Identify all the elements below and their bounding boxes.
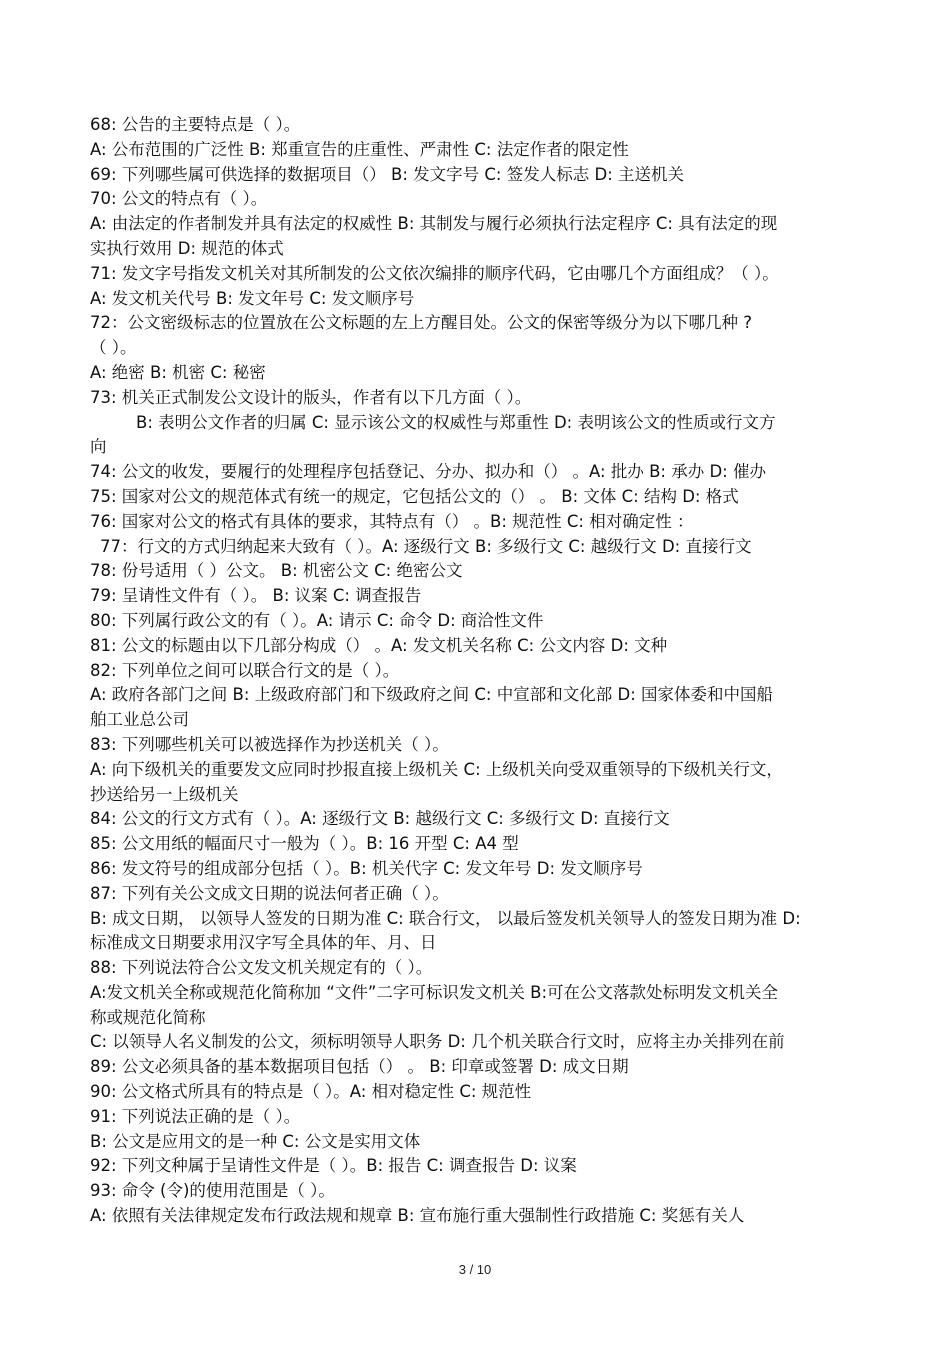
text-line: 88: 下列说法符合公文发文机关规定有的（ ）。 [90,958,433,978]
text-line: 72：公文密级标志的位置放在公文标题的左上方醒目处。公文的保密等级分为以下哪几种 ? [90,313,752,333]
page-number: 3 / 10 [458,1262,492,1277]
text-line: 86: 发文符号的组成部分包括（ ）。B: 机关代字 C: 发文年号 D: 发文顺序号 [90,858,643,878]
text-line: 73: 机关正式制发公文设计的版头，作者有以下几方面（ ）。 [90,387,532,407]
text-line: 77：行文的方式归纳起来大致有（ ）。A: 逐级行文 B: 多级行文 C: 越级行文 D: 直接行文 [100,536,752,556]
text-line: 81: 公文的标题由以下几部分构成（） 。A: 发文机关名称 C: 公文内容 D: 文种 [90,635,668,655]
text-line: 76: 国家对公文的格式有具体的要求，其特点有（） 。B: 规范性 C: 相对确定性 ： [90,511,694,531]
text-line: 71: 发文字号指发文机关对其所制发的公文依次编排的顺序代码，它由哪几个方面组成？（ ）。 [90,263,779,283]
text-line: B: 表明公文作者的归属 C: 显示该公文的权威性与郑重性 D: 表明该公文的性质或行文方 [136,412,776,432]
text-line: 79: 呈请性文件有（ ）。 B: 议案 C: 调查报告 [90,586,422,606]
text-line: 87: 下列有关公文成文日期的说法何者正确（ ）。 [90,883,449,903]
text-line: A:发文机关全称或规范化简称加 “文件”二字可标识发文机关 B:可在公文落款处标明发文机关全 [90,982,779,1002]
text-line: 90: 公文格式所具有的特点是（ ）。A: 相对稳定性 C: 规范性 [90,1082,532,1102]
text-line: A: 绝密 B: 机密 C: 秘密 [90,362,266,382]
text-line: 69: 下列哪些属可供选择的数据项目（） B: 发文字号 C: 签发人标志 D: 主送机关 [90,164,684,184]
text-line: B: 公文是应用文的是一种 C: 公文是实用文体 [90,1131,421,1151]
text-line: 92: 下列文种属于呈请性文件是（ ）。B: 报告 C: 调查报告 D: 议案 [90,1156,577,1176]
text-line: A: 公布范围的广泛性 B: 郑重宣告的庄重性、严肃性 C: 法定作者的限定性 [90,139,629,159]
text-line: 93: 命令 (令)的使用范围是（ ）。 [90,1181,335,1201]
text-line: 91: 下列说法正确的是（ ）。 [90,1106,301,1126]
text-line: 70: 公文的特点有（ ）。 [90,189,268,209]
text-line: 向 [90,437,107,457]
text-line: 称或规范化简称 [90,1007,206,1027]
text-line: 78: 份号适用（ ）公文。 B: 机密公文 C: 绝密公文 [90,561,463,581]
text-line: 80: 下列属行政公文的有（ ）。A: 请示 C: 命令 D: 商洽性文件 [90,610,544,630]
text-line: A: 由法定的作者制发并具有法定的权威性 B: 其制发与履行必须执行法定程序 C: 具有法定的现 [90,214,778,234]
text-line: 89: 公文必须具备的基本数据项目包括（） 。 B: 印章或签署 D: 成文日期 [90,1057,629,1077]
text-line: 68: 公告的主要特点是（ ）。 [90,115,301,134]
text-line: 实执行效用 D: 规范的体式 [90,238,284,258]
text-line: 83: 下列哪些机关可以被选择作为抄送机关（ ）。 [90,734,449,754]
text-line: 74: 公文的收发，要履行的处理程序包括登记、分办、拟办和（） 。A: 批办 B: 承办 D: 催办 [90,462,766,482]
text-line: A: 政府各部门之间 B: 上级政府部门和下级政府之间 C: 中宣部和文化部 D: 国家体委和中国船 [90,685,773,705]
text-line: 标准成文日期要求用汉字写全具体的年、月、日 [90,933,437,953]
text-line: 84: 公文的行文方式有（ ）。A: 逐级行文 B: 越级行文 C: 多级行文 D: 直接行文 [90,809,670,829]
text-line: A: 依照有关法律规定发布行政法规和规章 B: 宣布施行重大强制性行政措施 C: 奖惩有关人 [90,1206,745,1226]
text-line: B: 成文日期， 以领导人签发的日期为准 C: 联合行文， 以最后签发机关领导人的签发日期为准 D: [90,908,801,928]
text-line: 75: 国家对公文的规范体式有统一的规定，它包括公文的（） 。 B: 文体 C: 结构 D: 格式 [90,486,739,506]
text-line: 舶工业总公司 [90,710,189,730]
text-line: （ ）。 [90,338,137,358]
text-line: 85: 公文用纸的幅面尺寸一般为（ ）。B: 16 开型 C: A4 型 [90,834,519,854]
question-list [90,113,910,1229]
text-line: 82: 下列单位之间可以联合行文的是（ ）。 [90,660,400,680]
text-line: A: 向下级机关的重要发文应同时抄报直接上级机关 C: 上级机关向受双重领导的下级机关行文， [90,759,783,779]
text-line: 抄送给另一上级机关 [90,784,239,804]
text-line: A: 发文机关代号 B: 发文年号 C: 发文顺序号 [90,288,415,308]
text-line: C: 以领导人名义制发的公文，须标明领导人职务 D: 几个机关联合行文时，应将主办关排列在前 [90,1032,785,1052]
